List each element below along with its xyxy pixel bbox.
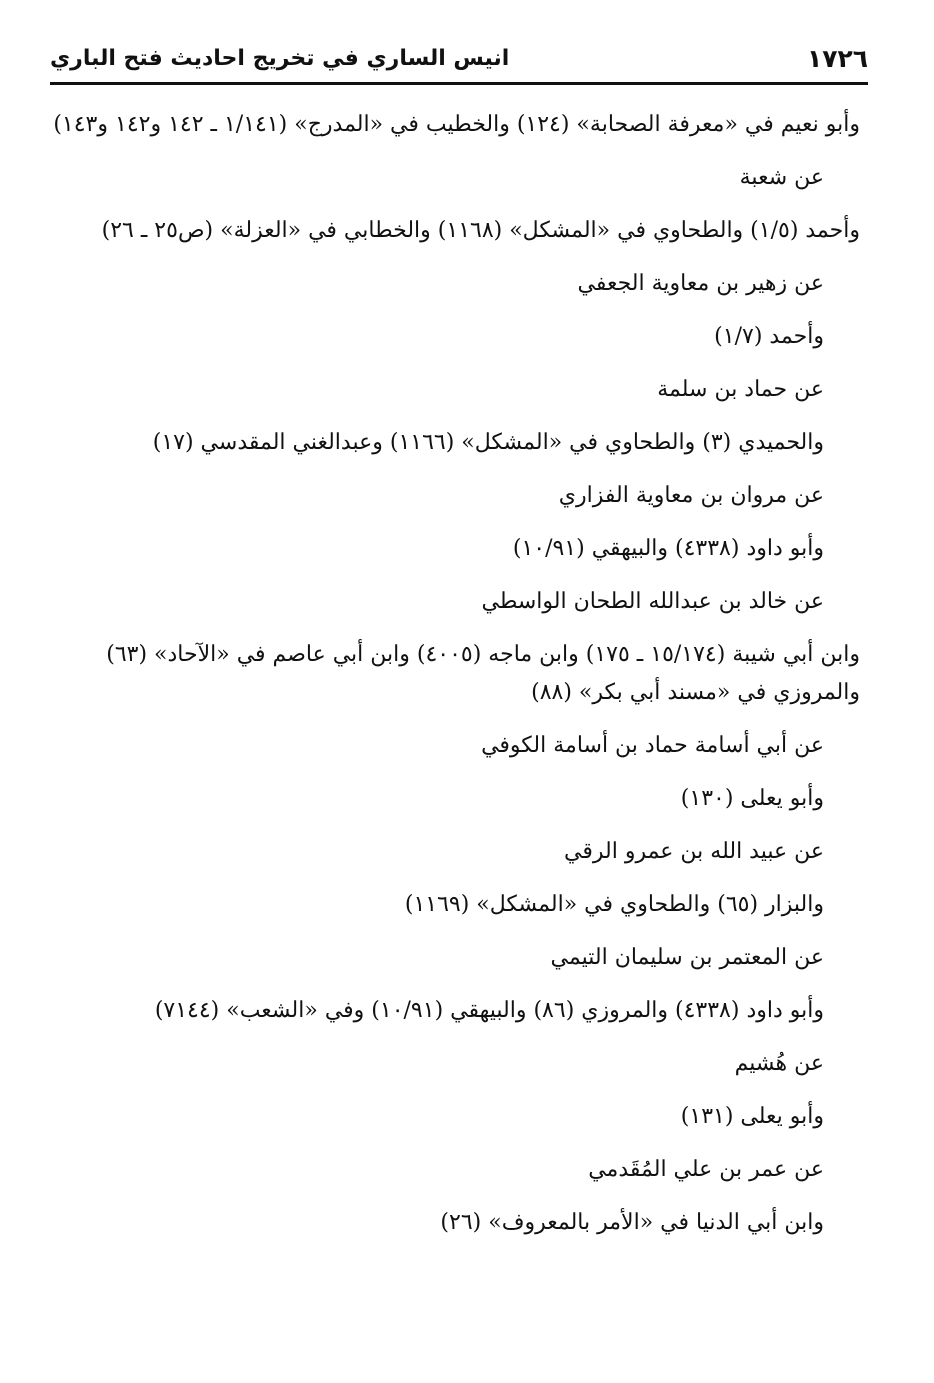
- page-body: [50, 106, 860, 1257]
- text-line: عن المعتمر بن سليمان التيمي: [550, 945, 824, 970]
- text-line: عن مروان بن معاوية الفزاري: [558, 483, 824, 508]
- text-line: وأبو نعيم في «معرفة الصحابة» (١٢٤) والخطيب في «المدرج» (١/١٤١ ـ ١٤٢ و١٤٢ و١٤٣): [53, 112, 860, 137]
- running-header: [50, 38, 868, 78]
- text-line: عن حماد بن سلمة: [657, 377, 824, 402]
- running-title: انيس الساري في تخريج احاديث فتح الباري: [50, 45, 510, 71]
- text-line: عن أبي أسامة حماد بن أسامة الكوفي: [481, 733, 824, 758]
- text-line: عن زهير بن معاوية الجعفي: [577, 271, 824, 296]
- text-line: عن عبيد الله بن عمرو الرقي: [564, 839, 824, 864]
- text-line: وابن أبي شيبة (١٥/١٧٤ ـ ١٧٥) وابن ماجه (٤٠٠٥) وابن أبي عاصم في «الآحاد» (٦٣) والمروزي في «مسند أبي بكر» (٨٨): [106, 642, 860, 705]
- page-number: ١٧٢٦: [806, 43, 868, 73]
- text-line: وأبو داود (٤٣٣٨) والبيهقي (١٠/٩١): [512, 536, 824, 561]
- text-line: عن عمر بن علي المُقَدمي: [588, 1157, 824, 1182]
- header-rule: [50, 82, 868, 85]
- text-line: وأحمد (١/٥) والطحاوي في «المشكل» (١١٦٨) والخطابي في «العزلة» (ص٢٥ ـ ٢٦): [101, 218, 860, 243]
- text-line: وأحمد (١/٧): [714, 324, 824, 349]
- text-line: والحميدي (٣) والطحاوي في «المشكل» (١١٦٦) وعبدالغني المقدسي (١٧): [152, 430, 824, 455]
- text-line: وأبو يعلى (١٣٠): [680, 786, 824, 811]
- text-line: عن هُشيم: [734, 1051, 824, 1076]
- text-line: والبزار (٦٥) والطحاوي في «المشكل» (١١٦٩): [404, 892, 824, 917]
- text-line: وأبو داود (٤٣٣٨) والمروزي (٨٦) والبيهقي (١٠/٩١) وفي «الشعب» (٧١٤٤): [154, 998, 824, 1023]
- text-line: وابن أبي الدنيا في «الأمر بالمعروف» (٢٦): [440, 1210, 824, 1235]
- text-line: وأبو يعلى (١٣١): [680, 1104, 824, 1129]
- text-line: عن خالد بن عبدالله الطحان الواسطي: [481, 589, 824, 614]
- text-line: عن شعبة: [739, 165, 824, 190]
